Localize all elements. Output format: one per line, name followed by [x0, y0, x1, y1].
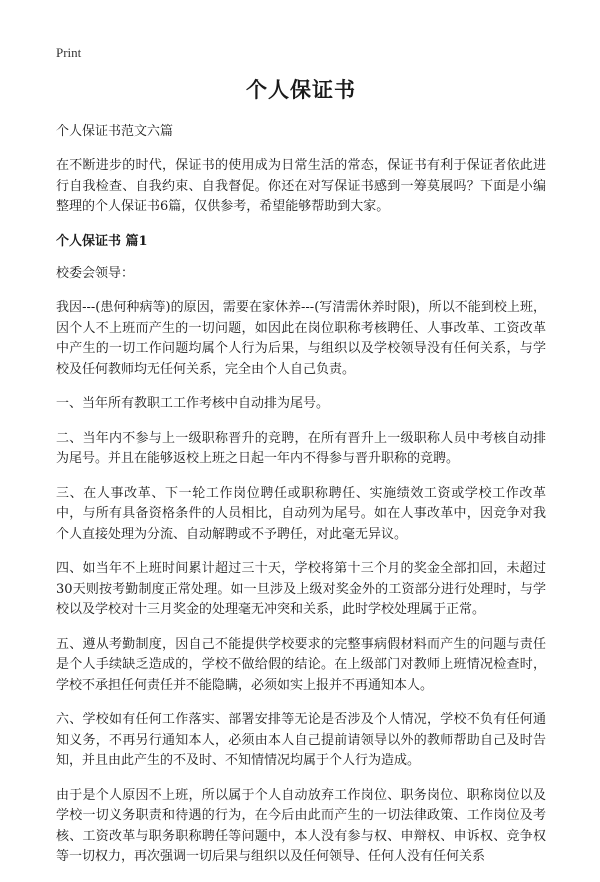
paragraph-2: 一、当年所有教职工工作考核中自动排为尾号。: [56, 396, 330, 411]
document-body: [56, 74, 546, 882]
paragraph-5: 四、如当年不上班时间累计超过三十天，学校将第十三个月的奖金全部扣回，未超过30天则按考勤制度正常处理。如一旦涉及上级对奖金外的工资部分进行处理时，与学校以及学校对十三月奖金的处理毫无冲突和关系，此时学校处理属于正常。: [56, 561, 546, 617]
paragraph-6: 五、遵从考勤制度，因自己不能提供学校要求的完整事病假材料而产生的问题与责任是个人手续缺乏造成的，学校不做给假的结论。在上级部门对教师上班情况检查时，学校不承担任何责任并不能隐瞒，必须如实上报并不再通知本人。: [56, 636, 546, 693]
salutation: 校委会领导：: [56, 265, 135, 281]
paragraph-4: 三、在人事改革、下一轮工作岗位聘任或职称聘任、实施绩效工资或学校工作改革中，与所有具备资格条件的人员相比，自动列为尾号。如在人事改革中，因竞争对我个人直接处理为分流、自动解聘或不予聘任，对此毫无异议。: [56, 485, 546, 542]
intro-paragraph: 在不断进步的时代，保证书的使用成为日常生活的常态，保证书有利于保证者依此进行自我检查、自我约束、自我督促。你还在对写保证书感到一筹莫展吗？下面是小编整理的个人保证书6篇，仅供参考，希望能够帮助到大家。: [56, 158, 546, 214]
document-subtitle: 个人保证书范文六篇: [56, 124, 174, 139]
page-title: 个人保证书: [246, 78, 356, 102]
paragraph-7: 六、学校如有任何工作落实、部署安排等无论是否涉及个人情况，学校不负有任何通知义务，不再另行通知本人，必须由本人自己提前请领导以外的教师帮助自己及时告知，并且由此产生的不及时、不知情情况均属于个人行为造成。: [56, 712, 546, 768]
paragraph-8: 由于是个人原因不上班，所以属于个人自动放弃工作岗位、职务岗位、职称岗位以及学校一切义务职责和待遇的行为，在今后由此而产生的一切法律政策、工作岗位及考核、工资改革与职务职称聘任等问题中，本人没有参与权、申辩权、申诉权、竞争权等一切权力，再次强调一切后果与组织以及任何领导、任何人没有任何关系: [56, 787, 546, 864]
paragraph-1: 我因---(患何种病等)的原因，需要在家休养---(写清需休养时限)，所以不能到校上班，因个人不上班而产生的一切问题，如因此在岗位职称考核聘任、人事改革、工资改革中产生的一切工作问题均属个人行为后果，与组织以及学校领导没有任何关系，与学校及任何教师均无任何关系，完全由个人自己负责。: [56, 300, 546, 377]
paragraph-3: 二、当年内不参与上一级职称晋升的竞聘，在所有晋升上一级职称人员中考核自动排为尾号。并且在能够返校上班之日起一年内不得参与晋升职称的竞聘。: [56, 430, 546, 466]
print-link[interactable]: Print: [56, 45, 82, 60]
section-heading: 个人保证书 篇1: [56, 233, 148, 249]
